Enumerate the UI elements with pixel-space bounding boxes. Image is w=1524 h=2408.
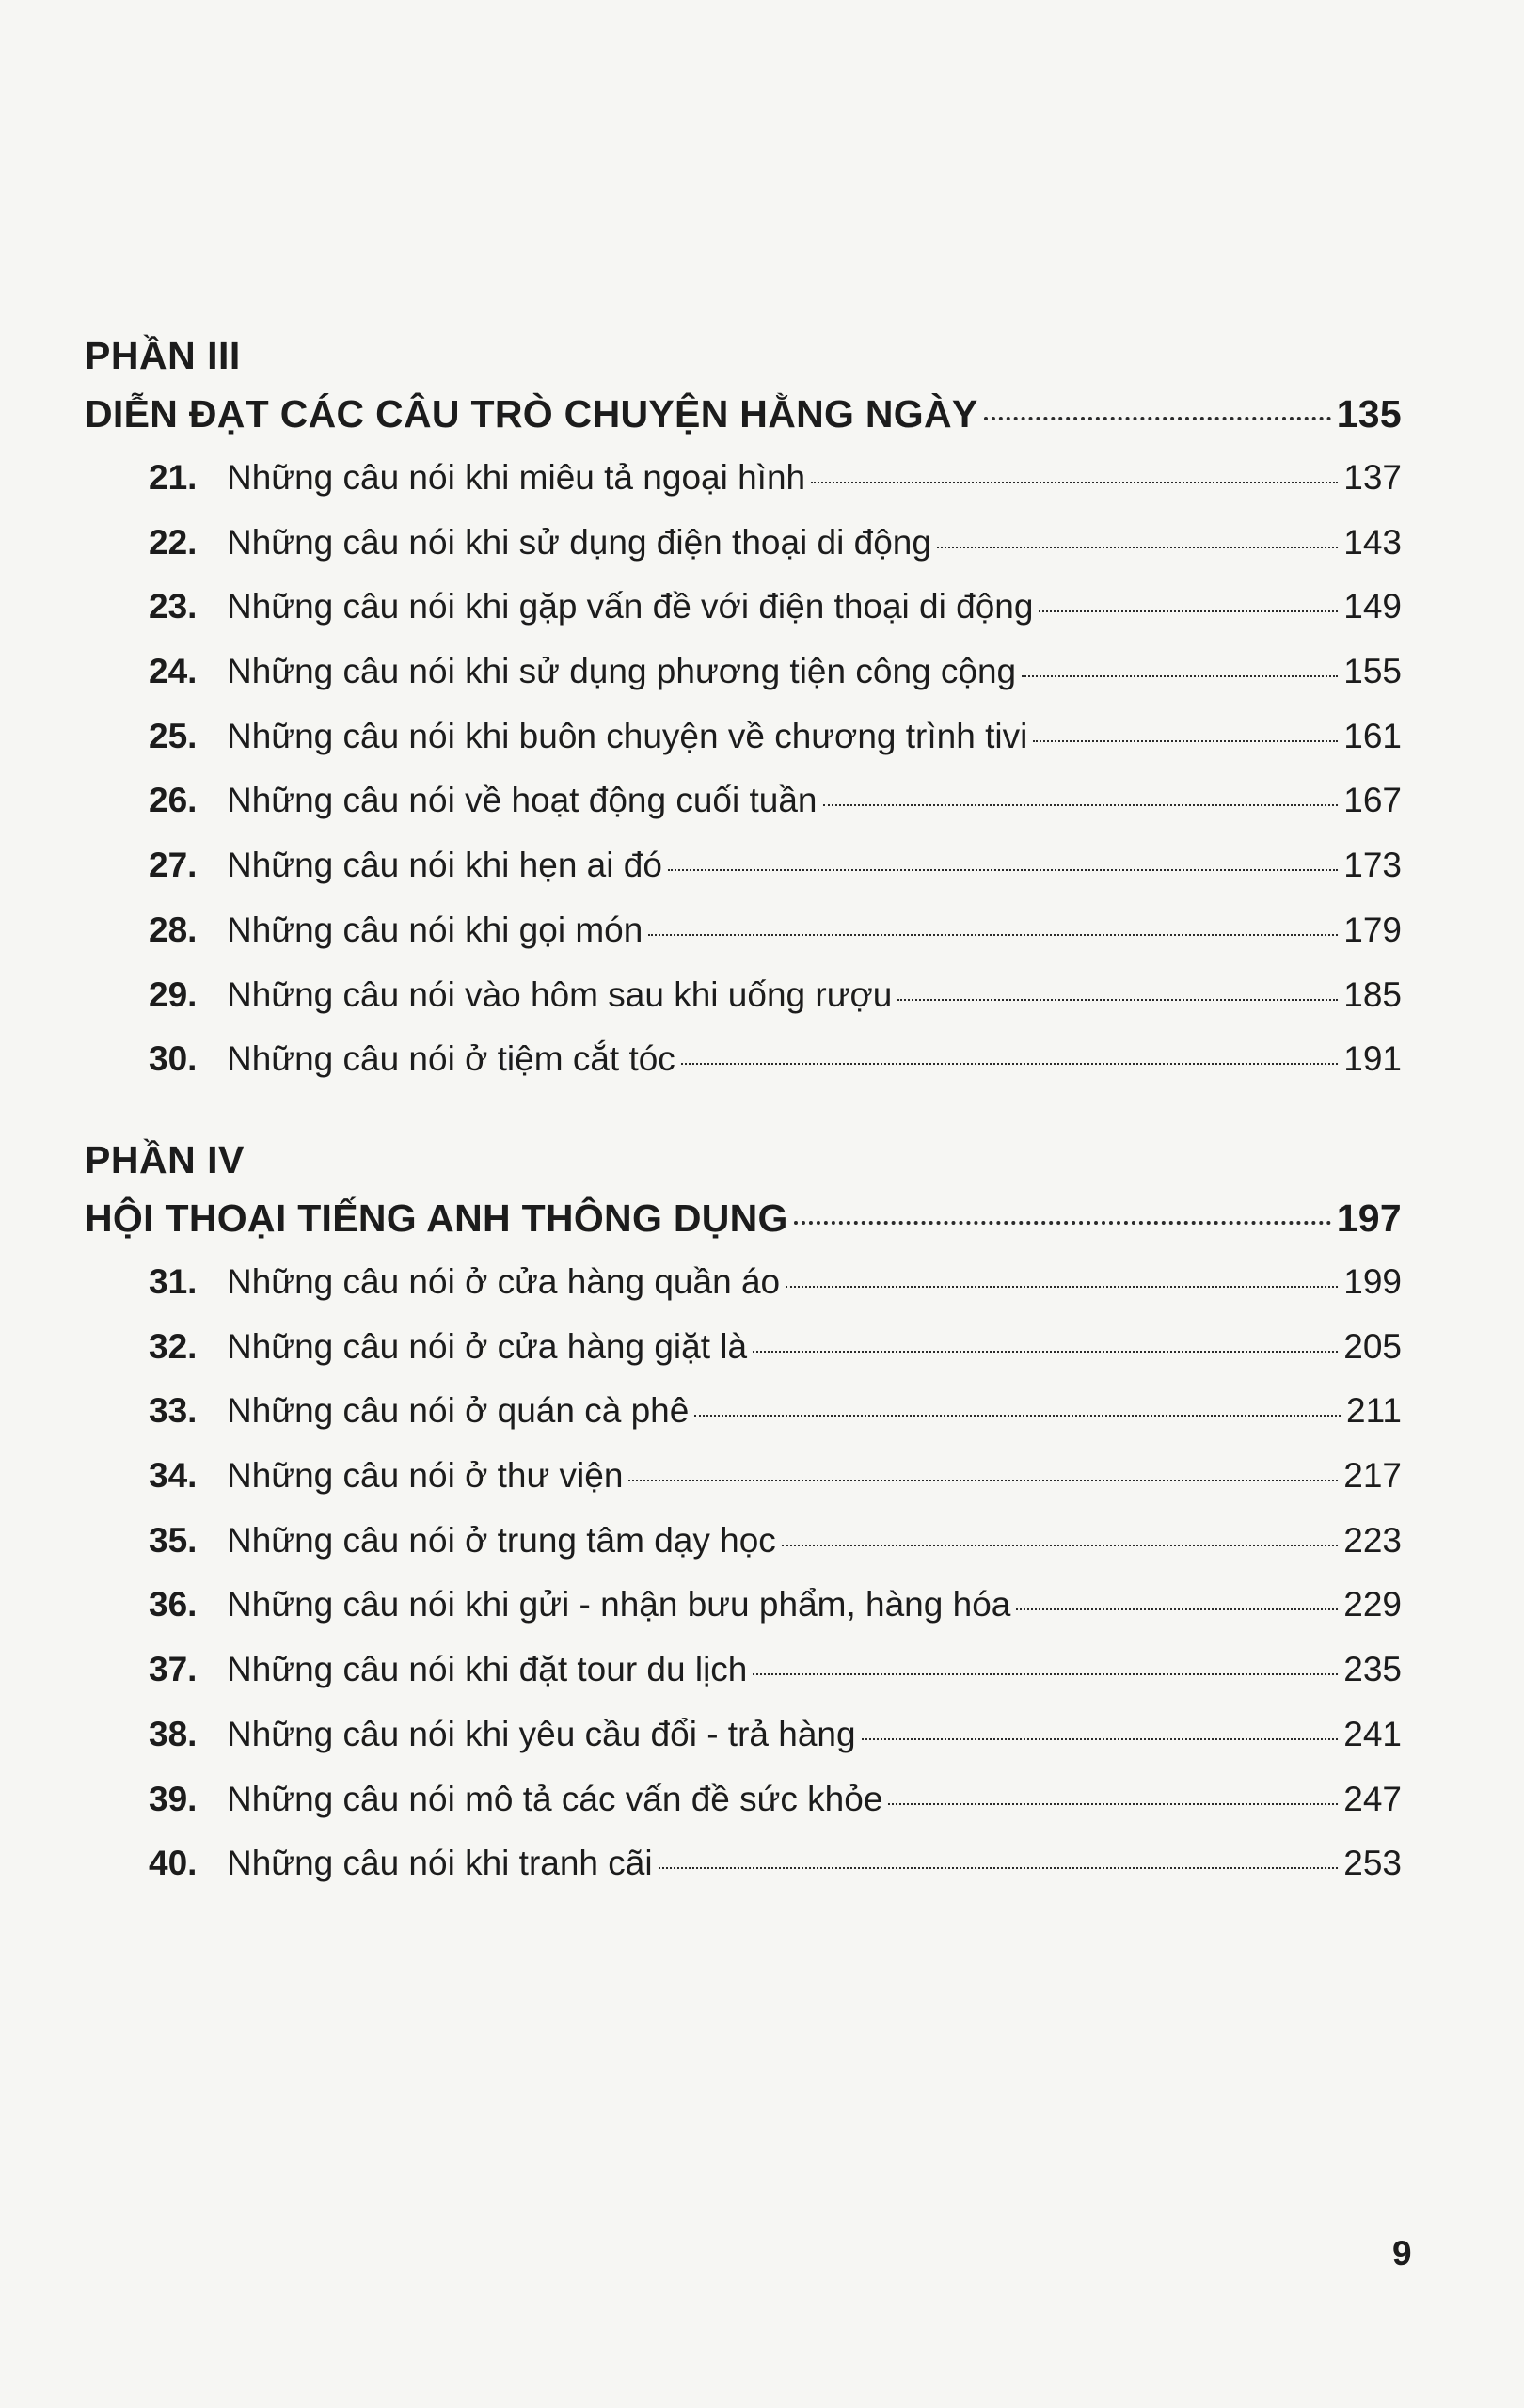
part-3-page: 135 bbox=[1336, 392, 1402, 436]
toc-entry[interactable] bbox=[149, 1250, 1402, 1315]
entry-number: 28. bbox=[149, 910, 198, 949]
toc-entry[interactable] bbox=[149, 1638, 1402, 1703]
dot-leader bbox=[897, 999, 1338, 1001]
entry-number: 33. bbox=[149, 1391, 198, 1431]
entry-title: Những câu nói vào hôm sau khi uống rượu bbox=[227, 974, 893, 1014]
part-4-page: 197 bbox=[1336, 1196, 1402, 1240]
entry-title: Những câu nói khi sử dụng điện thoại di động bbox=[227, 522, 931, 562]
entry-page: 149 bbox=[1343, 587, 1402, 626]
entry-page: 173 bbox=[1343, 846, 1402, 885]
entry-number: 26. bbox=[149, 781, 198, 820]
dot-leader bbox=[782, 1545, 1338, 1546]
entry-number: 40. bbox=[149, 1844, 198, 1883]
dot-leader bbox=[862, 1738, 1339, 1740]
dot-leader bbox=[1039, 610, 1338, 612]
entry-number: 22. bbox=[149, 522, 198, 562]
entry-page: 179 bbox=[1343, 910, 1402, 949]
toc-entry[interactable] bbox=[149, 1027, 1402, 1092]
entry-title: Những câu nói mô tả các vấn đề sức khỏe bbox=[227, 1779, 883, 1818]
dot-leader bbox=[1016, 1608, 1338, 1610]
entry-title: Những câu nói ở thư viện bbox=[227, 1456, 624, 1496]
toc-entry[interactable] bbox=[149, 898, 1402, 963]
dot-leader bbox=[648, 934, 1338, 936]
entry-title: Những câu nói khi hẹn ai đó bbox=[227, 846, 662, 885]
entry-title: Những câu nói khi gọi món bbox=[227, 910, 643, 949]
entry-page: 247 bbox=[1343, 1779, 1402, 1818]
entry-title: Những câu nói khi buôn chuyện về chương trình tivi bbox=[227, 716, 1028, 755]
entry-number: 36. bbox=[149, 1585, 198, 1624]
entry-title: Những câu nói khi tranh cãi bbox=[227, 1844, 653, 1883]
entry-title: Những câu nói khi gặp vấn đề với điện thoại di động bbox=[227, 587, 1034, 626]
entry-number: 25. bbox=[149, 716, 198, 755]
toc-entry[interactable] bbox=[149, 1703, 1402, 1767]
toc-entry[interactable] bbox=[149, 575, 1402, 640]
entry-number: 32. bbox=[149, 1326, 198, 1366]
toc-entry[interactable] bbox=[149, 833, 1402, 898]
part-3-label: PHẦN III bbox=[85, 334, 241, 377]
entry-page: 185 bbox=[1343, 974, 1402, 1014]
dot-leader bbox=[786, 1286, 1338, 1288]
dot-leader bbox=[659, 1867, 1339, 1869]
entry-number: 30. bbox=[149, 1039, 198, 1079]
dot-leader bbox=[628, 1480, 1338, 1481]
entry-page: 199 bbox=[1343, 1262, 1402, 1301]
entry-page: 235 bbox=[1343, 1650, 1402, 1689]
part-4-entries bbox=[149, 1250, 1402, 1896]
dot-leader bbox=[794, 1221, 1331, 1225]
toc-entry[interactable] bbox=[149, 1444, 1402, 1509]
entry-page: 217 bbox=[1343, 1456, 1402, 1496]
entry-title: Những câu nói khi yêu cầu đổi - trả hàng bbox=[227, 1714, 856, 1753]
toc-entry[interactable] bbox=[149, 705, 1402, 769]
entry-page: 211 bbox=[1346, 1391, 1402, 1431]
entry-number: 29. bbox=[149, 974, 198, 1014]
toc-entry[interactable] bbox=[149, 1509, 1402, 1574]
entry-title: Những câu nói khi đặt tour du lịch bbox=[227, 1650, 748, 1689]
dot-leader bbox=[753, 1673, 1338, 1675]
dot-leader bbox=[937, 547, 1338, 548]
dot-leader bbox=[984, 417, 1331, 420]
entry-page: 205 bbox=[1343, 1326, 1402, 1366]
entry-number: 35. bbox=[149, 1520, 198, 1560]
dot-leader bbox=[668, 869, 1338, 871]
entry-page: 241 bbox=[1343, 1714, 1402, 1753]
entry-title: Những câu nói về hoạt động cuối tuần bbox=[227, 781, 818, 820]
part-3-entries bbox=[149, 446, 1402, 1092]
toc-entry[interactable] bbox=[149, 1831, 1402, 1896]
dot-leader bbox=[681, 1063, 1338, 1065]
part-3 bbox=[85, 329, 1402, 1092]
toc-entry[interactable] bbox=[149, 1315, 1402, 1380]
entry-title: Những câu nói khi miêu tả ngoại hình bbox=[227, 458, 806, 497]
part-3-title: DIỄN ĐẠT CÁC CÂU TRÒ CHUYỆN HẰNG NGÀY bbox=[85, 392, 978, 436]
entry-number: 31. bbox=[149, 1262, 198, 1301]
toc-entry[interactable] bbox=[149, 1767, 1402, 1832]
toc-entry[interactable] bbox=[149, 640, 1402, 705]
entry-title: Những câu nói ở cửa hàng giặt là bbox=[227, 1326, 748, 1366]
entry-title: Những câu nói ở trung tâm dạy học bbox=[227, 1520, 776, 1560]
part-4-heading[interactable] bbox=[85, 1186, 1402, 1250]
dot-leader bbox=[1033, 740, 1338, 742]
dot-leader bbox=[753, 1351, 1338, 1353]
dot-leader bbox=[888, 1803, 1338, 1805]
entry-page: 161 bbox=[1343, 716, 1402, 755]
entry-page: 155 bbox=[1343, 652, 1402, 691]
dot-leader bbox=[823, 804, 1339, 806]
entry-title: Những câu nói ở quán cà phê bbox=[227, 1391, 690, 1431]
entry-number: 37. bbox=[149, 1650, 198, 1689]
dot-leader bbox=[694, 1415, 1341, 1417]
entry-title: Những câu nói ở tiệm cắt tóc bbox=[227, 1039, 675, 1079]
entry-number: 21. bbox=[149, 458, 198, 497]
toc-entry[interactable] bbox=[149, 768, 1402, 833]
toc-entry[interactable] bbox=[149, 963, 1402, 1028]
part-4 bbox=[85, 1133, 1402, 1896]
entry-page: 143 bbox=[1343, 522, 1402, 562]
entry-page: 167 bbox=[1343, 781, 1402, 820]
entry-page: 223 bbox=[1343, 1520, 1402, 1560]
page-number: 9 bbox=[1392, 2234, 1412, 2273]
dot-leader bbox=[1022, 675, 1338, 677]
entry-number: 34. bbox=[149, 1456, 198, 1496]
toc-entry[interactable] bbox=[149, 446, 1402, 511]
entry-title: Những câu nói khi sử dụng phương tiện công cộng bbox=[227, 652, 1017, 691]
entry-title: Những câu nói ở cửa hàng quần áo bbox=[227, 1262, 781, 1301]
toc-entry[interactable] bbox=[149, 1379, 1402, 1444]
entry-number: 27. bbox=[149, 846, 198, 885]
entry-title: Những câu nói khi gửi - nhận bưu phẩm, hàng hóa bbox=[227, 1585, 1011, 1624]
part-4-title: HỘI THOẠI TIẾNG ANH THÔNG DỤNG bbox=[85, 1196, 788, 1240]
entry-page: 137 bbox=[1343, 458, 1402, 497]
part-3-heading[interactable] bbox=[85, 382, 1402, 446]
toc-entry[interactable] bbox=[149, 1573, 1402, 1638]
dot-leader bbox=[811, 482, 1338, 483]
entry-page: 253 bbox=[1343, 1844, 1402, 1883]
entry-number: 23. bbox=[149, 587, 198, 626]
entry-number: 38. bbox=[149, 1714, 198, 1753]
entry-number: 24. bbox=[149, 652, 198, 691]
entry-number: 39. bbox=[149, 1779, 198, 1818]
entry-page: 191 bbox=[1343, 1039, 1402, 1079]
part-4-label: PHẦN IV bbox=[85, 1138, 245, 1181]
toc-entry[interactable] bbox=[149, 511, 1402, 576]
entry-page: 229 bbox=[1343, 1585, 1402, 1624]
